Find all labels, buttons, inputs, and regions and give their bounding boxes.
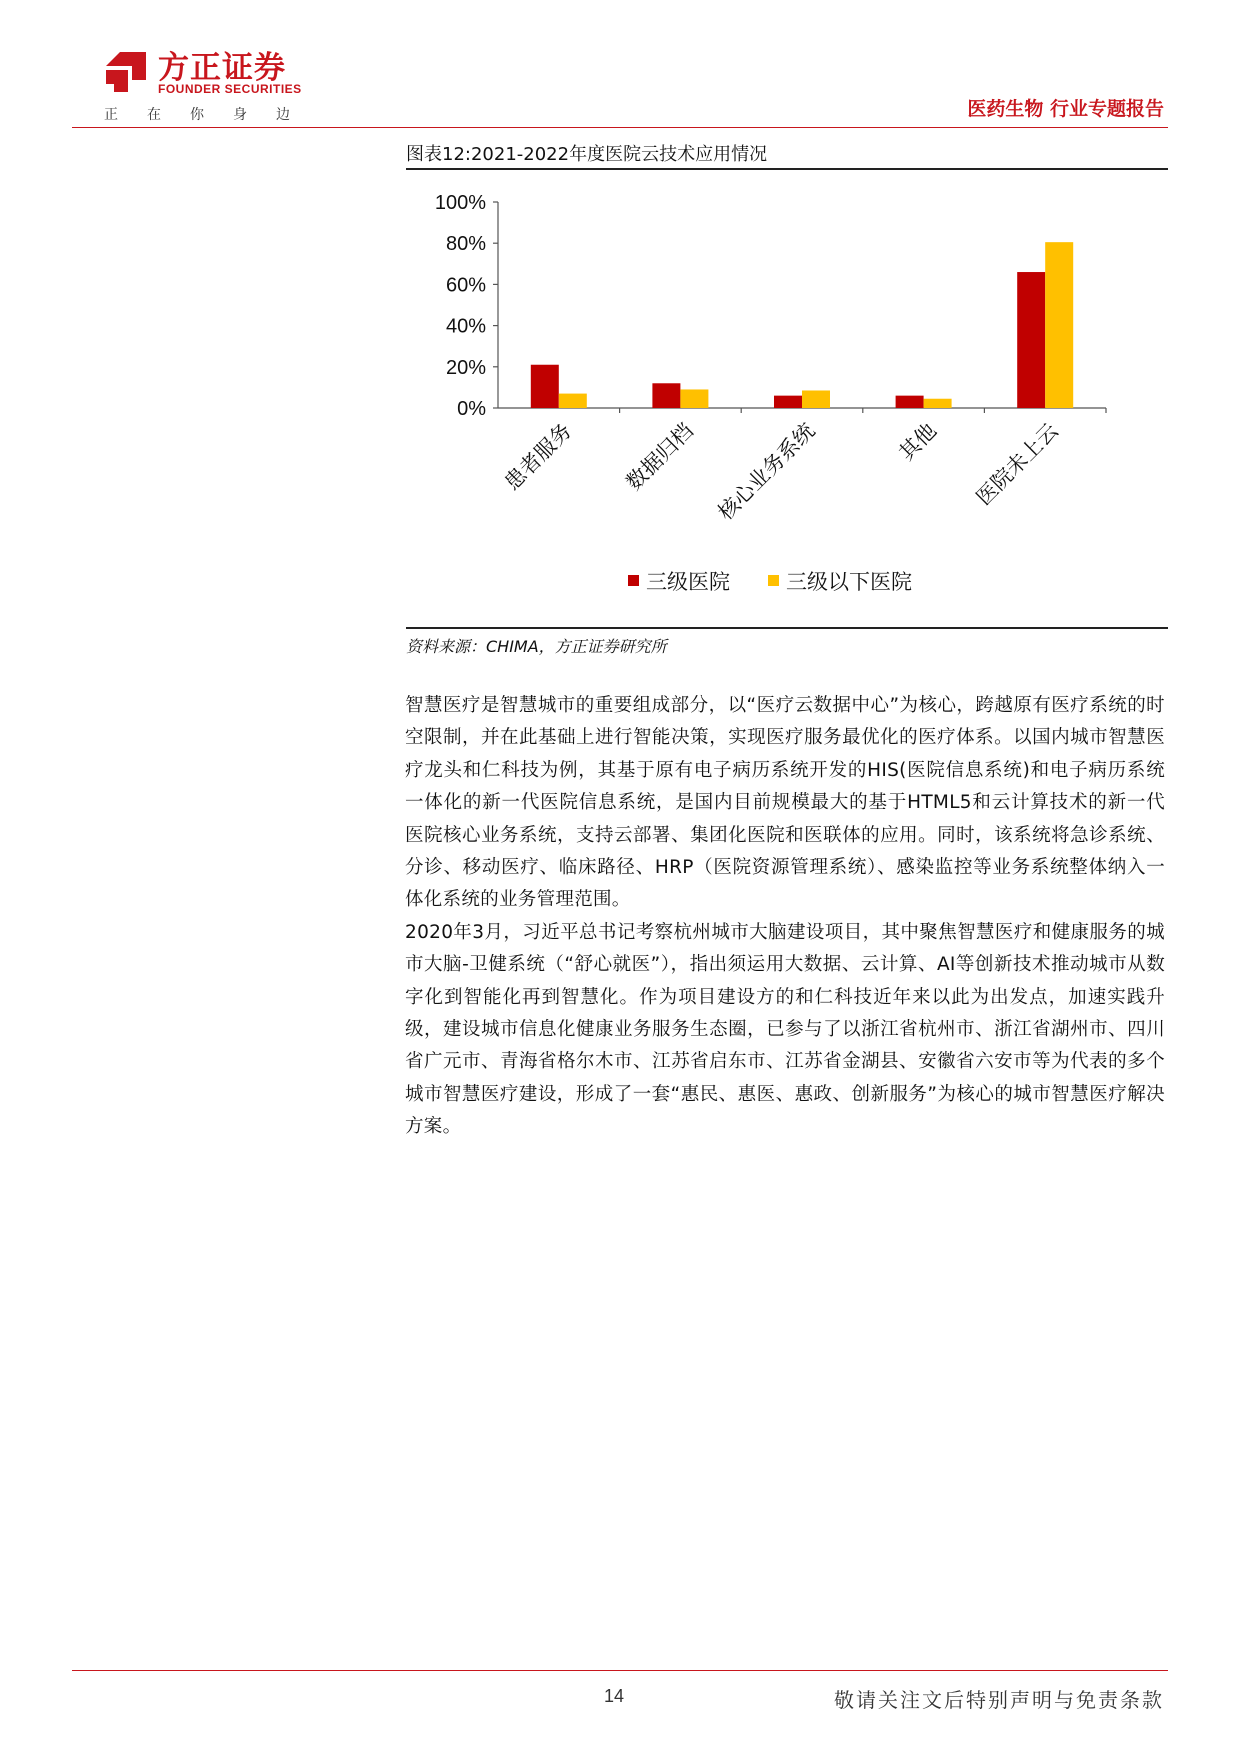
legend-swatch xyxy=(768,575,779,586)
bar-below-tier3 xyxy=(1045,242,1073,408)
page-number: 14 xyxy=(604,1686,625,1706)
bar-below-tier3 xyxy=(924,399,952,408)
body-text xyxy=(405,690,1165,1144)
legend-label: 三级医院 xyxy=(646,570,730,594)
bar-tier3 xyxy=(774,396,802,408)
y-tick-label: 80% xyxy=(445,233,486,256)
figure-title: 图表12:2021-2022年度医院云技术应用情况 xyxy=(406,144,768,165)
figure-source: 资料来源：CHIMA，方正证券研究所 xyxy=(406,637,667,656)
x-category-label: 患者服务 xyxy=(499,418,577,495)
figure-top-rule xyxy=(406,168,1168,170)
bar-below-tier3 xyxy=(559,394,587,408)
disclaimer: 敬请关注文后特别声明与免责条款 xyxy=(834,1688,1164,1712)
x-category-label: 核心业务系统 xyxy=(713,418,820,525)
bar-below-tier3 xyxy=(802,390,830,408)
logo-english-name: FOUNDER SECURITIES xyxy=(158,82,302,96)
bar-tier3 xyxy=(1017,272,1045,408)
legend-swatch xyxy=(628,575,639,586)
slogan: 正在你身边 xyxy=(104,107,319,123)
report-type: 医药生物 行业专题报告 xyxy=(967,98,1164,120)
footer-rule xyxy=(72,1670,1168,1671)
y-tick-label: 100% xyxy=(434,192,486,214)
x-category-label: 数据归档 xyxy=(621,418,698,495)
bar-below-tier3 xyxy=(680,389,708,408)
y-tick-label: 40% xyxy=(445,315,486,338)
y-tick-label: 60% xyxy=(445,274,486,297)
y-tick-label: 0% xyxy=(457,398,486,420)
bar-tier3 xyxy=(652,383,680,408)
header-rule xyxy=(72,127,1168,128)
bar-tier3 xyxy=(896,396,924,408)
x-category-label: 医院未上云 xyxy=(971,418,1063,510)
bar-chart xyxy=(406,180,1168,620)
founder-logo-icon xyxy=(102,48,150,96)
bar-tier3 xyxy=(531,365,559,408)
legend-label: 三级以下医院 xyxy=(786,570,912,594)
paragraph: 智慧医疗是智慧城市的重要组成部分，以“医疗云数据中心”为核心，跨越原有医疗系统的时空限制，并在此基础上进行智能决策，实现医疗服务最优化的医疗体系。以国内城市智慧医疗龙头和仁科技为例，其基于原有电子病历系统开发的HIS(医院信息系统)和电子病历系统一体化的新一代医院信息系统，是国内目前规模最大的基于HTML5和云计算技术的新一代医院核心业务系统，支持云部署、集团化医院和医联体的应用。同时，该系统将急诊系统、分诊、移动医疗、临床路径、HRP（医院资源管理系统）、感染监控等业务系统整体纳入一体化系统的业务管理范围。 xyxy=(405,695,1165,911)
figure-bottom-rule xyxy=(406,627,1168,629)
paragraph: 2020年3月，习近平总书记考察杭州城市大脑建设项目，其中聚焦智慧医疗和健康服务的城市大脑-卫健系统（“舒心就医”），指出须运用大数据、云计算、AI等创新技术推动城市从数字化到智能化再到智慧化。作为项目建设方的和仁科技近年来以此为出发点，加速实践升级，建设城市信息化健康业务服务生态圈，已参与了以浙江省杭州市、浙江省湖州市、四川省广元市、青海省格尔木市、江苏省启东市、江苏省金湖县、安徽省六安市等为代表的多个城市智慧医疗建设，形成了一套“惠民、惠医、惠政、创新服务”为核心的城市智慧医疗解决方案。 xyxy=(405,921,1165,1138)
logo-chinese-name: 方正证券 xyxy=(158,50,286,86)
y-tick-label: 20% xyxy=(445,356,486,379)
x-category-label: 其他 xyxy=(894,418,942,466)
